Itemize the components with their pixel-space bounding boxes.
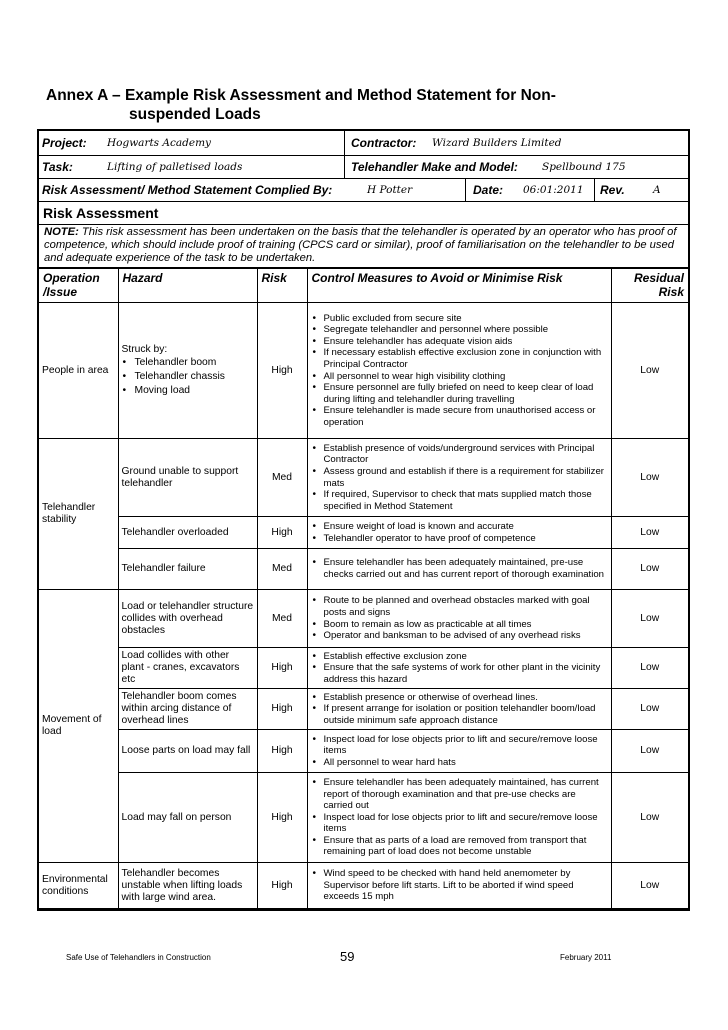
residual-cell: Low <box>611 439 688 517</box>
note-label: NOTE: <box>44 226 79 238</box>
control-item: • Ensure telehandler has adequate vision aids <box>311 336 608 348</box>
control-item: • Ensure telehandler has been adequately maintained, has current report of thorough examination and that pre-use checks are carried out <box>311 777 608 812</box>
controls-cell <box>307 517 611 549</box>
control-item: • Establish effective exclusion zone <box>311 651 608 663</box>
operation-cell: Environmental conditions <box>39 863 118 909</box>
date-value: 06:01:2011 <box>523 184 584 196</box>
rev-value: A <box>653 184 661 196</box>
note-text <box>39 225 688 268</box>
complied-value: H Potter <box>367 184 413 196</box>
table-row <box>39 648 688 689</box>
col-risk: Risk <box>257 269 307 303</box>
control-item: • Public excluded from secure site <box>311 313 608 325</box>
table-row <box>39 549 688 590</box>
project-value: Hogwarts Academy <box>107 137 211 149</box>
control-item: • If required, Supervisor to check that mats supplied match those specified in Method Statement <box>311 489 608 512</box>
title-line-2: suspended Loads <box>129 106 261 123</box>
operation-cell: Movement of load <box>39 590 118 863</box>
control-item: • Ensure telehandler has been adequately maintained, pre-use checks carried out and has current report of thorough examination <box>311 557 608 580</box>
footer-left: Safe Use of Telehandlers in Construction <box>66 953 211 962</box>
control-item: • Boom to remain as low as practicable at all times <box>311 619 608 631</box>
table-row <box>39 773 688 863</box>
operation-cell: Telehandler stability <box>39 439 118 590</box>
hazard-cell: Load may fall on person <box>118 773 257 863</box>
risk-cell: Med <box>257 439 307 517</box>
control-item: • Ensure that the safe systems of work for other plant in the vicinity address this hazard <box>311 662 608 685</box>
table-row <box>39 863 688 909</box>
controls-cell <box>307 590 611 648</box>
control-item: • Segregate telehandler and personnel where possible <box>311 324 608 336</box>
control-item: • Wind speed to be checked with hand held anemometer by Supervisor before lift starts. Lift to be aborted if wind speed exceeds 15 mph <box>311 868 608 903</box>
control-item: • All personnel to wear high visibility clothing <box>311 371 608 383</box>
hazard-intro: Struck by: <box>121 343 168 355</box>
control-item: • Ensure that as parts of a load are removed from transport that remaining part of load does not become unstable <box>311 835 608 858</box>
model-label: Telehandler Make and Model: <box>351 160 518 174</box>
table-row <box>39 517 688 549</box>
project-row <box>39 131 688 156</box>
control-item: • If necessary establish effective exclusion zone in conjunction with Principal Contractor <box>311 347 608 370</box>
controls-cell <box>307 648 611 689</box>
table-row <box>39 689 688 730</box>
control-item: • Ensure weight of load is known and accurate <box>311 521 608 533</box>
controls-cell <box>307 439 611 517</box>
controls-cell <box>307 863 611 909</box>
residual-cell: Low <box>611 863 688 909</box>
risk-cell: Med <box>257 549 307 590</box>
hazard-cell: Ground unable to support telehandler <box>118 439 257 517</box>
residual-cell: Low <box>611 689 688 730</box>
risk-table <box>39 268 688 909</box>
control-item: • Inspect load for lose objects prior to lift and secure/remove loose items <box>311 812 608 835</box>
footer-date: February 2011 <box>560 953 612 962</box>
controls-cell <box>307 303 611 439</box>
section-title: Risk Assessment <box>39 202 688 225</box>
col-control: Control Measures to Avoid or Minimise Risk <box>307 269 611 303</box>
project-label: Project: <box>42 136 87 150</box>
hazard-item: • Telehandler boom <box>122 356 254 370</box>
hazard-cell: Loose parts on load may fall <box>118 730 257 773</box>
risk-cell: High <box>257 689 307 730</box>
control-item: • Assess ground and establish if there is a requirement for stabilizer mats <box>311 466 608 489</box>
contractor-label: Contractor: <box>351 136 417 150</box>
table-row <box>39 439 688 517</box>
residual-cell: Low <box>611 517 688 549</box>
risk-assessment-form <box>37 129 690 911</box>
hazard-cell: Telehandler boom comes within arcing distance of overhead lines <box>118 689 257 730</box>
col-residual: Residual Risk <box>611 269 688 303</box>
controls-cell <box>307 773 611 863</box>
control-item: • Route to be planned and overhead obstacles marked with goal posts and signs <box>311 595 608 618</box>
table-row <box>39 730 688 773</box>
task-label: Task: <box>42 160 73 174</box>
control-item: • Operator and banksman to be advised of any overhead risks <box>311 630 608 642</box>
model-value: Spellbound 175 <box>542 161 626 173</box>
rev-label: Rev. <box>600 183 625 197</box>
page-number: 59 <box>340 949 355 964</box>
risk-cell: High <box>257 517 307 549</box>
control-item: • Telehandler operator to have proof of competence <box>311 533 608 545</box>
risk-cell: High <box>257 730 307 773</box>
note-body: This risk assessment has been undertaken on the basis that the telehandler is operated by an operator who has proof of competence, which should include proof of training (CPCS card or similar), proof of familiarisation on the telehandler to be used and adequate experience of the task to be undertaken. <box>44 226 677 264</box>
risk-cell: Med <box>257 590 307 648</box>
control-item: • If present arrange for isolation or position telehandler boom/load outside minimum safe approach distance <box>311 703 608 726</box>
hazard-cell <box>118 303 257 439</box>
task-value: Lifting of palletised loads <box>107 161 243 173</box>
risk-cell: High <box>257 773 307 863</box>
residual-cell: Low <box>611 303 688 439</box>
control-item: • Establish presence or otherwise of overhead lines. <box>311 692 608 704</box>
controls-cell <box>307 549 611 590</box>
risk-cell: High <box>257 648 307 689</box>
risk-cell: High <box>257 303 307 439</box>
residual-cell: Low <box>611 590 688 648</box>
hazard-cell: Telehandler overloaded <box>118 517 257 549</box>
table-row <box>39 590 688 648</box>
date-label: Date: <box>473 183 504 197</box>
hazard-cell: Telehandler becomes unstable when lifting loads with large wind area. <box>118 863 257 909</box>
control-item: • Ensure telehandler is made secure from unauthorised access or operation <box>311 405 608 428</box>
control-item: • Ensure personnel are fully briefed on need to keep clear of load during lifting and telehandler during travelling <box>311 382 608 405</box>
risk-cell: High <box>257 863 307 909</box>
complied-label: Risk Assessment/ Method Statement Complied By: <box>42 183 333 197</box>
task-row <box>39 156 688 179</box>
residual-cell: Low <box>611 549 688 590</box>
hazard-item: • Telehandler chassis <box>122 370 254 384</box>
title-line-1: Annex A – Example Risk Assessment and Method Statement for Non- <box>46 87 556 104</box>
controls-cell <box>307 730 611 773</box>
residual-cell: Low <box>611 648 688 689</box>
hazard-cell: Load or telehandler structure collides with overhead obstacles <box>118 590 257 648</box>
contractor-value: Wizard Builders Limited <box>432 137 562 149</box>
control-item: • Inspect load for lose objects prior to lift and secure/remove loose items <box>311 734 608 757</box>
hazard-cell: Load collides with other plant - cranes, excavators etc <box>118 648 257 689</box>
hazard-cell: Telehandler failure <box>118 549 257 590</box>
table-header-row <box>39 269 688 303</box>
operation-cell: People in area <box>39 303 118 439</box>
table-row <box>39 303 688 439</box>
residual-cell: Low <box>611 730 688 773</box>
col-hazard: Hazard <box>118 269 257 303</box>
document-title <box>46 86 686 124</box>
control-item: • Establish presence of voids/underground services with Principal Contractor <box>311 443 608 466</box>
residual-cell: Low <box>611 773 688 863</box>
controls-cell <box>307 689 611 730</box>
hazard-item: • Moving load <box>122 384 254 398</box>
control-item: • All personnel to wear hard hats <box>311 757 608 769</box>
complied-row <box>39 179 688 202</box>
col-operation: Operation /Issue <box>39 269 118 303</box>
